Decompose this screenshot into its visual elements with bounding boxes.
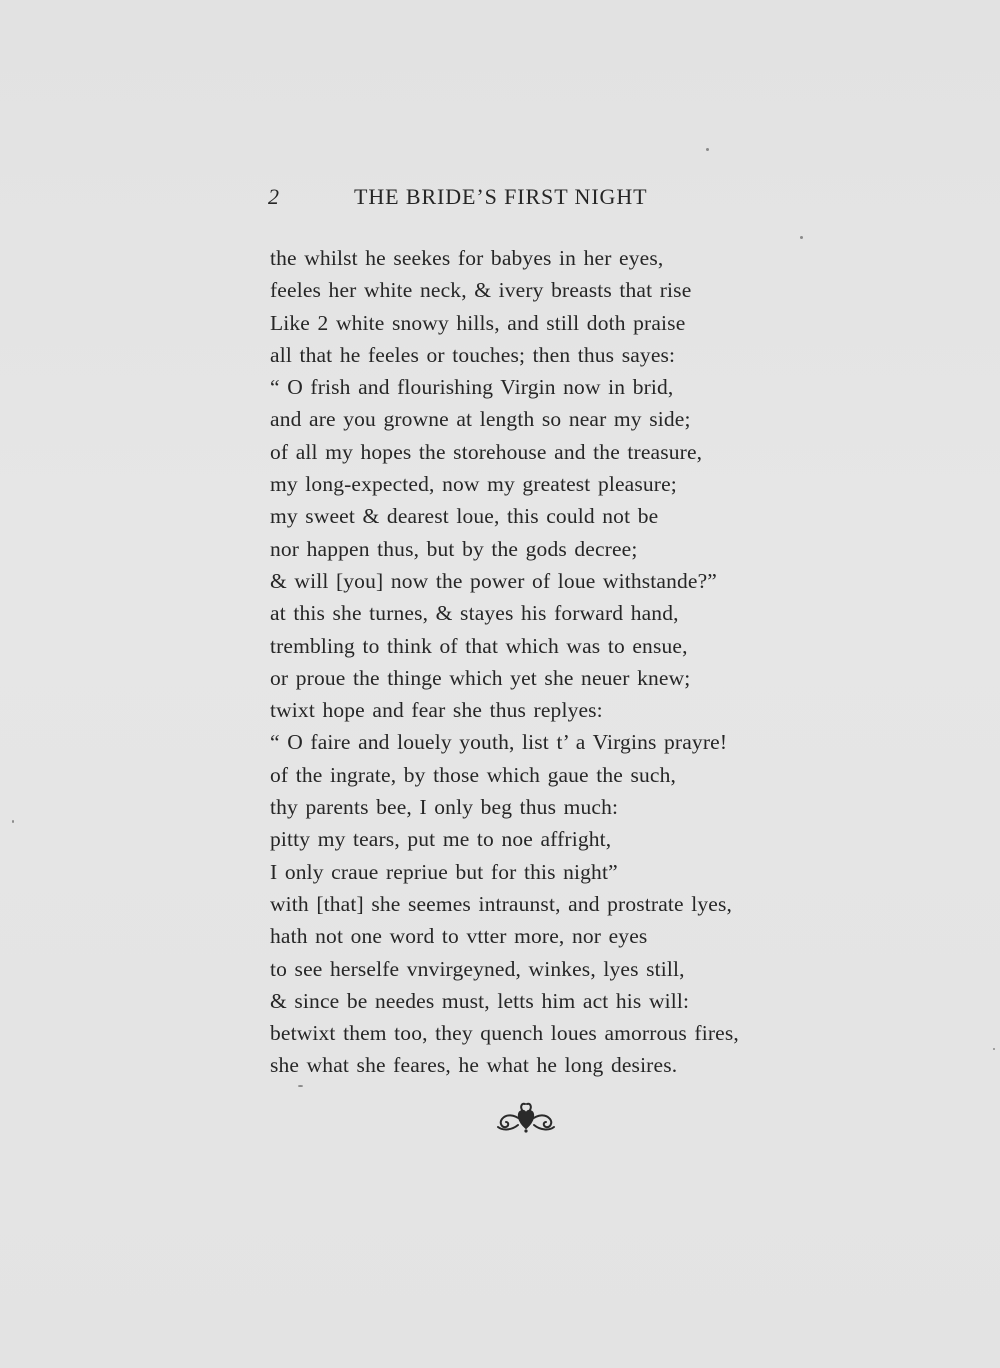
page-header xyxy=(266,184,706,218)
paper-speck xyxy=(993,1048,995,1050)
poem-line: hath not one word to vtter more, nor eyes xyxy=(270,924,648,949)
poem-line: and are you growne at length so near my side; xyxy=(270,407,691,432)
poem-line: at this she turnes, & stayes his forward hand, xyxy=(270,601,679,626)
paper-speck xyxy=(12,820,14,823)
poem-line: of all my hopes the storehouse and the treasure, xyxy=(270,439,703,464)
paper-speck xyxy=(298,1085,303,1087)
poem-line: & will [you] now the power of loue withstande?” xyxy=(270,568,717,593)
poem-line: & since be needes must, letts him act his will: xyxy=(270,988,690,1013)
poem-line: Like 2 white snowy hills, and still doth praise xyxy=(270,310,686,335)
poem-line: feeles her white neck, & ivery breasts that rise xyxy=(270,278,692,303)
poem-line: of the ingrate, by those which gaue the such, xyxy=(270,762,677,787)
paper-speck xyxy=(800,236,803,239)
poem-line: trembling to think of that which was to ensue, xyxy=(270,633,688,658)
poem-line: to see herselfe vnvirgeyned, winkes, lyes still, xyxy=(270,956,685,981)
poem-line: my long-expected, now my greatest pleasure; xyxy=(270,472,677,497)
poem-line: twixt hope and fear she thus replyes: xyxy=(270,698,603,723)
page-number: 2 xyxy=(268,184,280,209)
fleuron-ornament-icon xyxy=(494,1100,558,1136)
poem-line: thy parents bee, I only beg thus much: xyxy=(270,795,619,820)
running-title: THE BRIDE’S FIRST NIGHT xyxy=(354,184,648,209)
poem-line: all that he feeles or touches; then thus sayes: xyxy=(270,342,676,367)
poem-line: I only craue repriue but for this night” xyxy=(270,859,618,884)
poem-line: betwixt them too, they quench loues amorrous fires, xyxy=(270,1021,739,1046)
poem-line: my sweet & dearest loue, this could not be xyxy=(270,504,659,529)
paper-speck xyxy=(706,148,709,151)
poem-line: pitty my tears, put me to noe affright, xyxy=(270,827,612,852)
poem-line: nor happen thus, but by the gods decree; xyxy=(270,536,638,561)
poem-line: with [that] she seemes intraunst, and prostrate lyes, xyxy=(270,891,732,916)
poem-text xyxy=(270,242,800,1082)
poem-line: the whilst he seekes for babyes in her eyes, xyxy=(270,246,664,270)
poem-line: “ O frish and flourishing Virgin now in brid, xyxy=(270,375,674,400)
poem-line: she what she feares, he what he long desires. xyxy=(270,1053,678,1078)
poem-line: or proue the thinge which yet she neuer knew; xyxy=(270,665,691,690)
poem-line: “ O faire and louely youth, list t’ a Virgins prayre! xyxy=(270,730,728,755)
